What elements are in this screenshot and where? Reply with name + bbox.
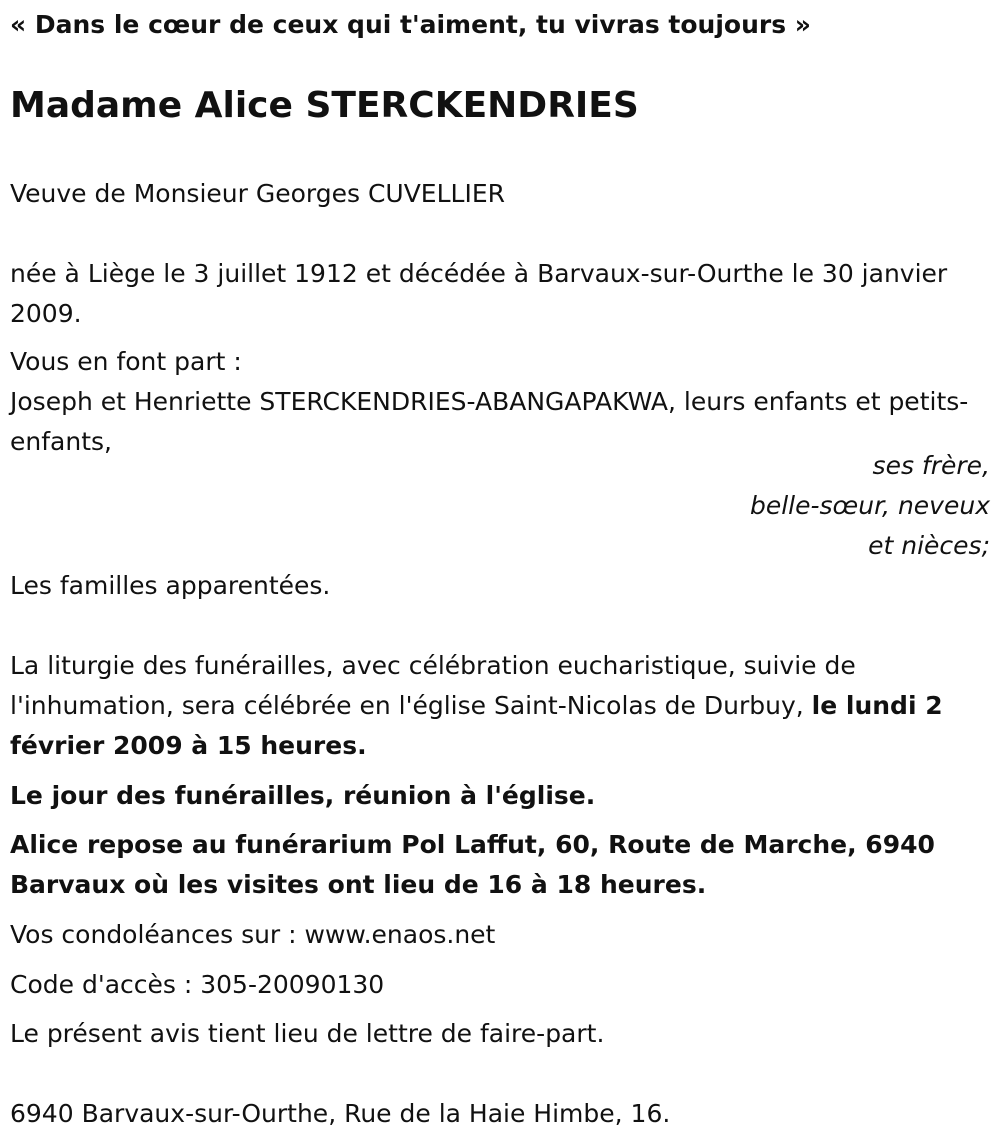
birth-death: née à Liège le 3 juillet 1912 et décédée à Barvaux-sur-Ourthe le 30 janvier 2009.	[10, 259, 948, 328]
access-code: Code d'accès : 305-20090130	[10, 970, 385, 999]
ceremony-paragraph	[10, 646, 990, 766]
condolences-line: Vos condoléances sur : www.enaos.net	[10, 920, 496, 949]
ceremony-text: La liturgie des funérailles, avec célébration eucharistique, suivie de l'inhumation, sera célébrée en l'église Saint-Nicolas de Durbuy,	[10, 651, 856, 720]
notice-line: Le présent avis tient lieu de lettre de faire-part.	[10, 1019, 605, 1048]
announcers-intro: Vous en font part :	[10, 347, 242, 376]
siblings-line-1: ses frère,	[872, 451, 990, 480]
ceremony-date: le lundi 2 février 2009 à 15 heures.	[10, 691, 943, 760]
siblings-line-2: belle-sœur, neveux	[749, 491, 990, 520]
address-line: 6940 Barvaux-sur-Ourthe, Rue de la Haie Himbe, 16.	[10, 1099, 671, 1128]
visits-info: Alice repose au funérarium Pol Laffut, 60, Route de Marche, 6940 Barvaux où les visites ont lieu de 16 à 18 heures.	[10, 830, 935, 899]
widow-of: Veuve de Monsieur Georges CUVELLIER	[10, 179, 505, 208]
meeting-info: Le jour des funérailles, réunion à l'église.	[10, 781, 596, 810]
siblings-line-3: et nièces;	[868, 531, 990, 560]
family-line: Joseph et Henriette STERCKENDRIES-ABANGAPAKWA, leurs enfants et petits-enfants,	[10, 387, 969, 456]
deceased-name: Madame Alice STERCKENDRIES	[10, 85, 639, 126]
related-families: Les familles apparentées.	[10, 571, 331, 600]
epigraph: « Dans le cœur de ceux qui t'aiment, tu vivras toujours »	[10, 10, 811, 39]
